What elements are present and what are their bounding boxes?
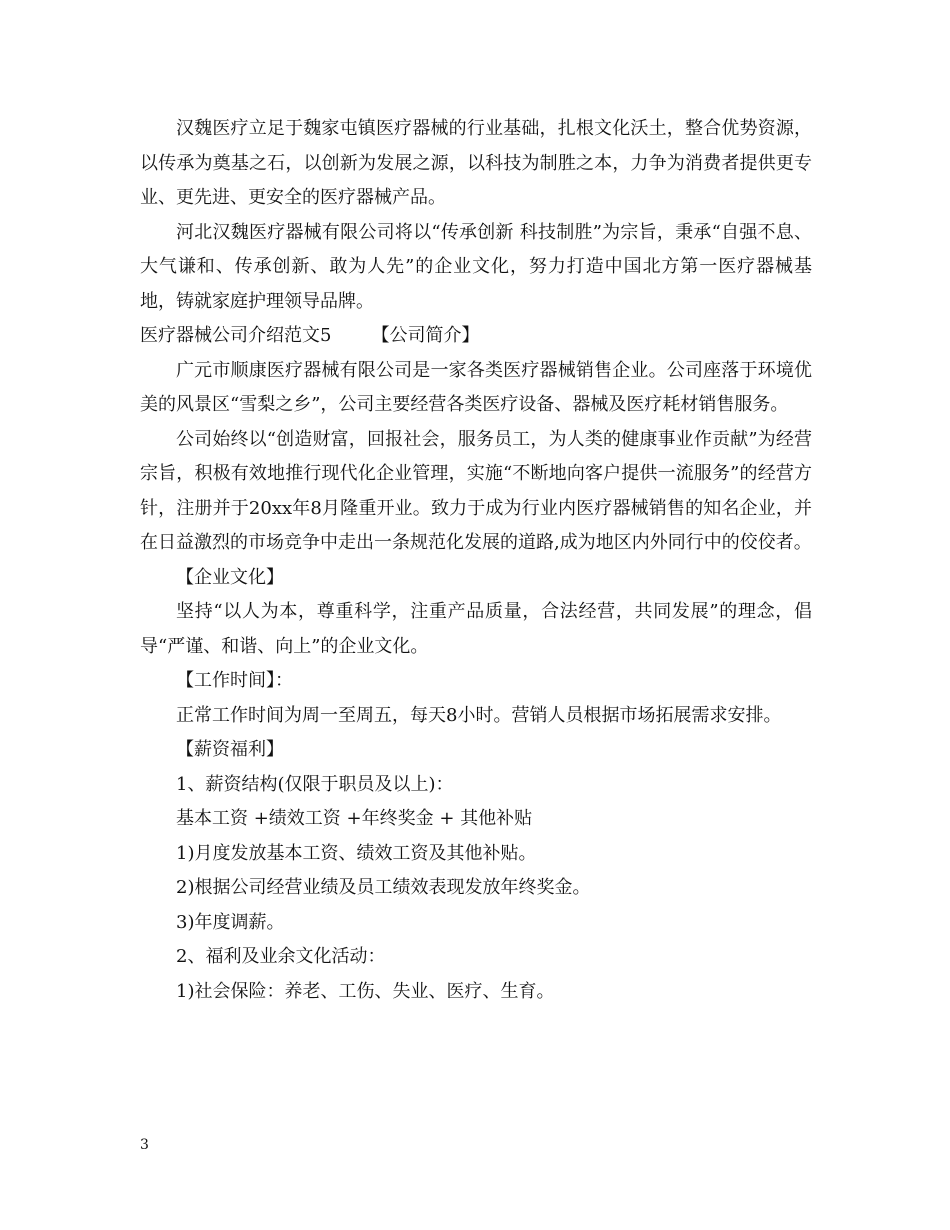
section-heading [140,319,812,354]
document-body [140,112,812,1009]
culture-text: 坚持“以人为本，尊重科学，注重产品质量，合法经营，共同发展”的理念，倡导“严谨、和谐、向上”的企业文化。 [140,601,812,657]
paragraph-company-purpose: 公司始终以“创造财富，回报社会，服务员工，为人类的健康事业作贡献”为经营宗旨，积极有效地推行现代化企业管理，实施“不断地向客户提供一流服务”的经营方针，注册并于20xx年8月隆重开业。致力于成为行业内医疗器械销售的知名企业，并在日益激烈的市场竞争中走出一条规范化发展的道路,成为地区内外同行中的佼佼者。 [140,428,812,553]
salary-heading: 【薪资福利】 [176,739,284,760]
salary-item: 1)社会保险：养老、工伤、失业、医疗、生育。 [176,980,555,1002]
paragraph-company-intro: 广元市顺康医疗器械有限公司是一家各类医疗器械销售企业。公司座落于环境优美的风景区“雪梨之乡”，公司主要经营各类医疗设备、器械及医疗耗材销售服务。 [140,359,812,415]
page-number: 3 [140,1137,149,1153]
salary-item: 1)月度发放基本工资、绩效工资及其他补贴。 [176,842,537,864]
salary-item: 3)年度调薪。 [176,911,285,933]
paragraph-hanwei-mission: 河北汉魏医疗器械有限公司将以“传承创新 科技制胜”为宗旨，秉承“自强不息、大气谦和、传承创新、敢为人先”的企业文化，努力打造中国北方第一医疗器械基地，铸就家庭护理领导品牌。 [140,221,812,312]
work-time-heading: 【工作时间】： [176,670,293,691]
salary-item: 1、薪资结构(仅限于职员及以上)： [176,773,454,795]
salary-item: 基本工资 +绩效工资 +年终奖金 + 其他补贴 [176,808,533,829]
section-subtitle: 【公司简介】 [371,325,480,346]
culture-heading: 【企业文化】 [176,566,284,588]
salary-item: 2、福利及业余文化活动： [176,946,386,967]
work-time-text: 正常工作时间为周一至周五，每天8小时。营销人员根据市场拓展需求安排。 [176,704,782,726]
salary-item: 2)根据公司经营业绩及员工绩效表现发放年终奖金。 [176,877,591,898]
paragraph-hanwei-foundation: 汉魏医疗立足于魏家屯镇医疗器械的行业基础，扎根文化沃土，整合优势资源，以传承为奠基之石，以创新为发展之源，以科技为制胜之本，力争为消费者提供更专业、更先进、更安全的医疗器械产品。 [140,118,812,208]
section-title: 医疗器械公司介绍范文5 [140,325,332,346]
